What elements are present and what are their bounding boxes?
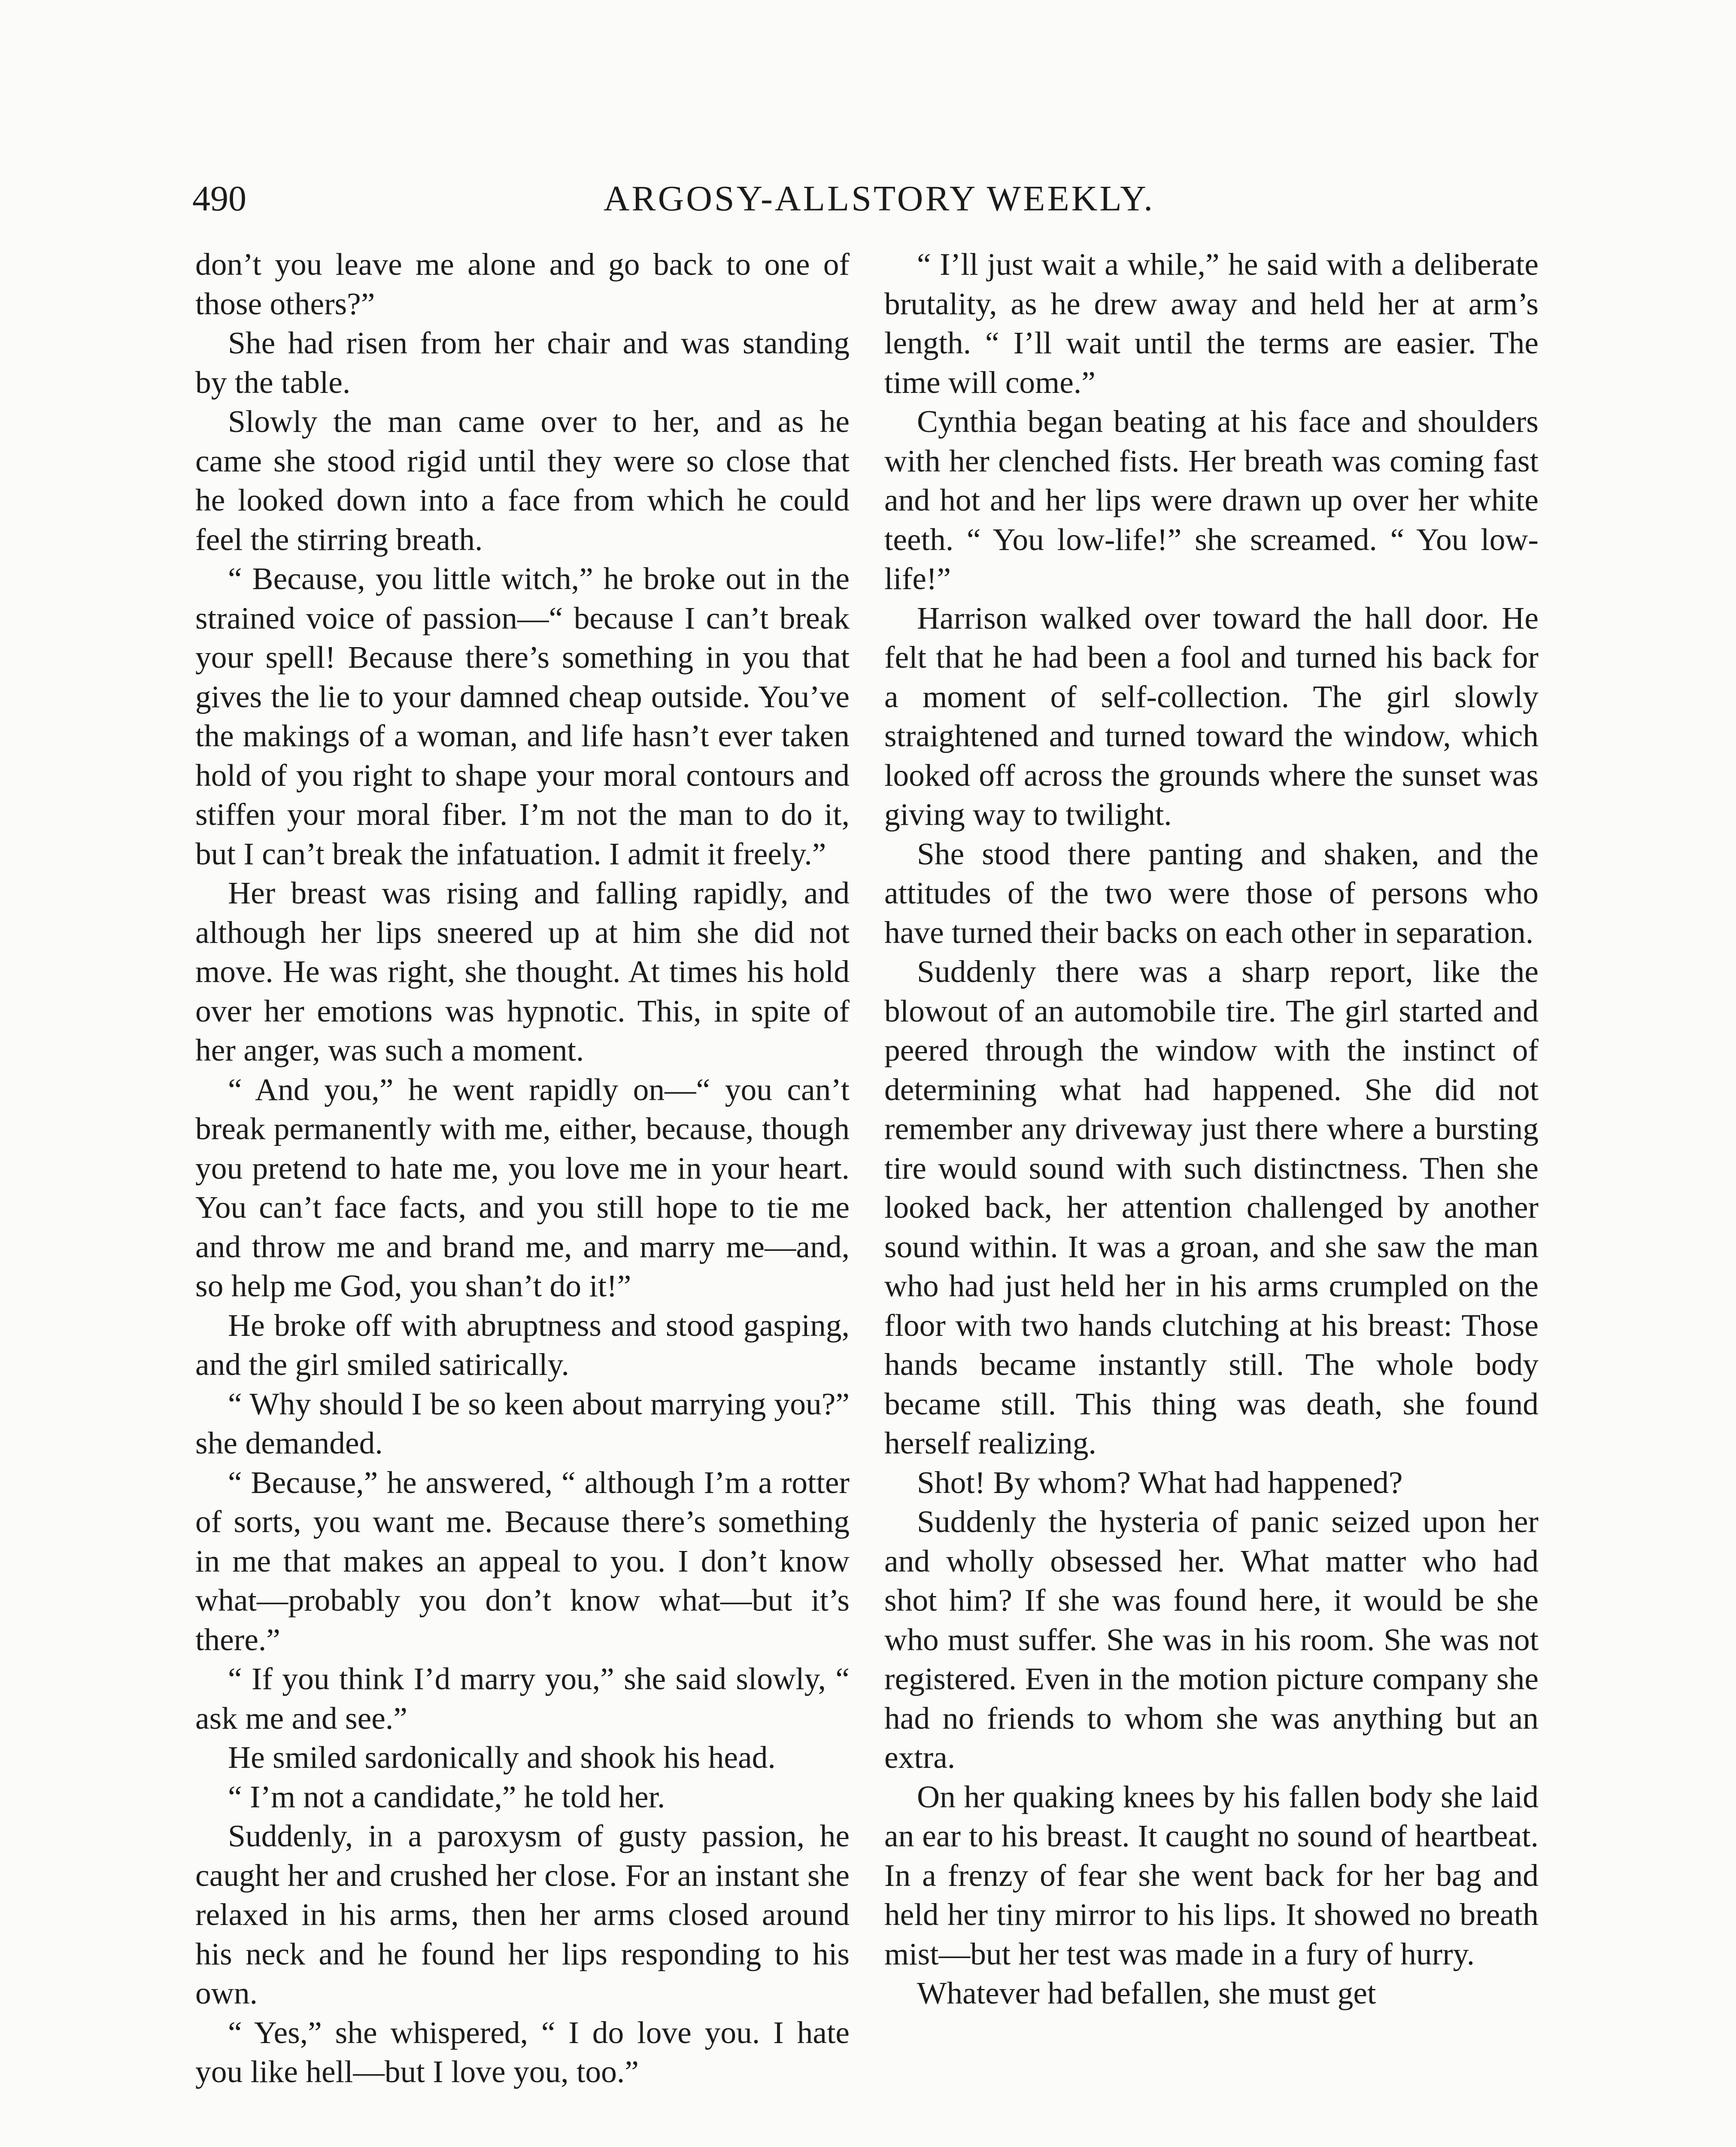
paragraph: “ I’m not a candidate,” he told her.	[228, 1779, 665, 1814]
paragraph: “ Because, you little witch,” he broke out in the strained voice of passion—“ because I can’t break your spell! Because there’s something in you that gives the lie to your damned cheap outside. You’ve the makings of a woman, and life hasn’t ever taken hold of you right to shape your moral contours and stiffen your moral fiber. I’m not the man to do it, but I can’t break the infatuation. I admit it freely.”	[195, 561, 850, 871]
paragraph: “ Because,” he answered, “ although I’m a rotter of sorts, you want me. Because there’s something in me that makes an appeal to you. I don’t know what—probably you don’t know what—but it’s there.”	[195, 1465, 850, 1657]
page-number: 490	[192, 179, 246, 219]
left-column	[195, 245, 850, 2092]
paragraph: don’t you leave me alone and go back to one of those others?”	[195, 247, 850, 321]
paragraph: “ If you think I’d marry you,” she said slowly, “ ask me and see.”	[195, 1661, 850, 1736]
paragraph: Suddenly the hysteria of panic seized upon her and wholly obsessed her. What matter who had shot him? If she was found here, it would be she who must suffer. She was in his room. She was not registered. Even in the motion picture company she had no friends to whom she was anything but an extra.	[884, 1504, 1539, 1775]
paragraph: Shot! By whom? What had happened?	[917, 1465, 1403, 1500]
paragraph: Her breast was rising and falling rapidly, and although her lips sneered up at him she did not move. He was right, she thought. At times his hold over her emotions was hypnotic. This, in spite of her anger, was such a moment.	[195, 876, 850, 1067]
paragraph: “ I’ll just wait a while,” he said with a deliberate brutality, as he drew away and held her at arm’s length. “ I’ll wait until the terms are easier. The time will come.”	[884, 247, 1539, 400]
paragraph: “ Yes,” she whispered, “ I do love you. I hate you like hell—but I love you, too.”	[195, 2015, 850, 2089]
paragraph: Harrison walked over toward the hall door. He felt that he had been a fool and turned his back for a moment of self-collection. The girl slowly straightened and turned toward the window, which looked off across the grounds where the sunset was giving way to twilight.	[884, 600, 1539, 832]
paragraph: “ Why should I be so keen about marrying you?” she demanded.	[195, 1386, 850, 1460]
paragraph: Suddenly, in a paroxysm of gusty passion, he caught her and crushed her close. For an instant she relaxed in his arms, then her arms closed around his neck and he found her lips responding to his own.	[195, 1819, 850, 2010]
paragraph: “ And you,” he went rapidly on—“ you can’t break permanently with me, either, because, though you pretend to hate me, you love me in your heart. You can’t face facts, and you still hope to tie me and throw me and brand me, and marry me—and, so help me God, you shan’t do it!”	[195, 1072, 850, 1303]
paragraph: Cynthia began beating at his face and shoulders with her clenched fists. Her breath was coming fast and hot and her lips were drawn up over her white teeth. “ You low-life!” she screamed. “ You low-life!”	[884, 404, 1539, 596]
paragraph: Slowly the man came over to her, and as he came she stood rigid until they were so close that he looked down into a face from which he could feel the stirring breath.	[195, 404, 850, 557]
paragraph: He broke off with abruptness and stood gasping, and the girl smiled satirically.	[195, 1308, 850, 1382]
page-header	[192, 171, 1566, 227]
paragraph: He smiled sardonically and shook his head.	[228, 1740, 776, 1775]
paragraph: She stood there panting and shaken, and the attitudes of the two were those of persons who have turned their backs on each other in separation.	[884, 836, 1539, 950]
paragraph: Suddenly there was a sharp report, like the blowout of an automobile tire. The girl started and peered through the window with the instinct of determining what had happened. She did not remember any driveway just there where a bursting tire would sound with such distinctness. Then she looked back, her attention challenged by another sound within. It was a groan, and she saw the man who had just held her in his arms crumpled on the floor with two hands clutching at his breast: Those hands became instantly still. The whole body became still. This thing was death, she found herself realizing.	[884, 954, 1539, 1460]
right-column	[884, 245, 1539, 2013]
paragraph: She had risen from her chair and was standing by the table.	[195, 325, 850, 400]
paragraph: Whatever had befallen, she must get	[917, 1976, 1376, 2010]
running-title: ARGOSY-ALLSTORY WEEKLY.	[603, 179, 1155, 219]
paragraph: On her quaking knees by his fallen body she laid an ear to his breast. It caught no sound of heartbeat. In a frenzy of fear she went back for her bag and held her tiny mirror to his lips. It showed no breath mist—but her test was made in a fury of hurry.	[884, 1779, 1539, 1971]
